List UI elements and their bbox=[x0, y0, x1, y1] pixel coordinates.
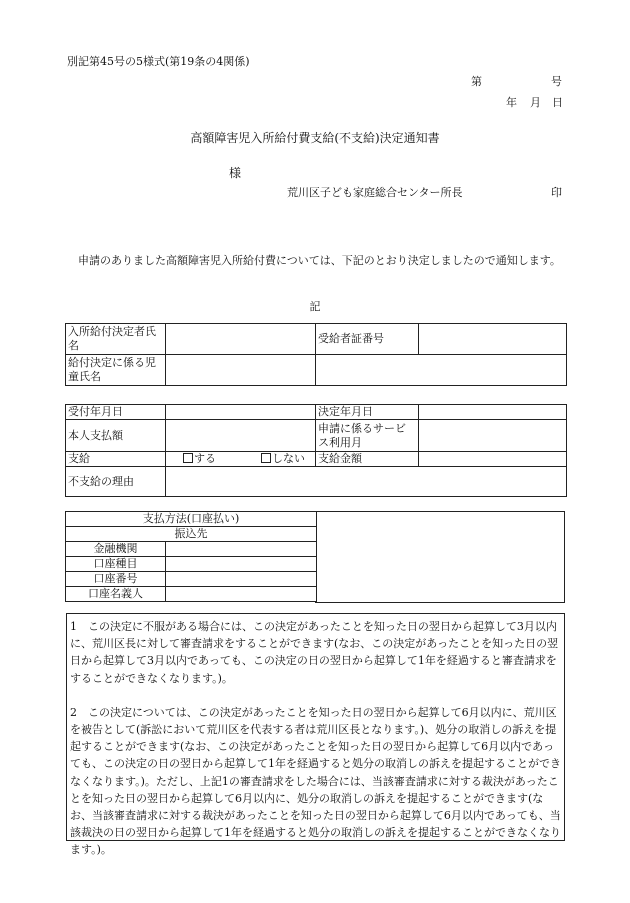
certificate-number-label: 受給者証番号 bbox=[316, 324, 419, 355]
transfer-destination-header: 振込先 bbox=[66, 527, 317, 542]
ki-heading: 記 bbox=[309, 300, 321, 313]
payment-label: 支給 bbox=[66, 452, 166, 467]
payment-method-table bbox=[65, 511, 317, 602]
self-pay-field[interactable] bbox=[166, 420, 316, 452]
document-number-suffix: 号 bbox=[551, 75, 562, 88]
payment-no-checkbox[interactable] bbox=[261, 453, 271, 463]
intro-paragraph: 申請のありました高額障害児入所給付費については、下記のとおり決定しましたので通知します。 bbox=[78, 254, 561, 267]
date-year-label: 年 bbox=[506, 96, 517, 109]
decision-table bbox=[65, 404, 567, 497]
account-number-field[interactable] bbox=[166, 572, 317, 587]
decision-date-field[interactable] bbox=[419, 405, 567, 420]
refusal-reason-field[interactable] bbox=[166, 467, 567, 497]
account-holder-label: 口座名義人 bbox=[66, 587, 166, 602]
issuer-name: 荒川区子ども家庭総合センター所長 bbox=[287, 186, 463, 199]
child-name-extra-field[interactable] bbox=[316, 355, 567, 386]
note-1: 1 この決定に不服がある場合には、この決定があったことを知った日の翌日から起算して3月以内に、荒川区長に対して審査請求をすることができます(なお、この決定があったことを知った日の翌日から起算して3月以内であっても、この決定の日の翌日から起算して1年を経過すると審査請求をすることができなくなります。)。 bbox=[70, 620, 559, 685]
form-reference: 別記第45号の5様式(第19条の4関係) bbox=[67, 55, 250, 68]
service-month-label: 申請に係るサービス利用月 bbox=[316, 420, 419, 452]
recipient-table bbox=[65, 323, 567, 386]
payment-method-header: 支払方法(口座払い) bbox=[66, 512, 317, 527]
notes-box bbox=[66, 613, 565, 857]
recipient-name-field[interactable] bbox=[166, 324, 316, 355]
payment-amount-label: 支給金額 bbox=[316, 452, 419, 467]
date-month-label: 月 bbox=[530, 96, 541, 109]
document-title: 高額障害児入所給付費支給(不支給)決定通知書 bbox=[190, 131, 440, 145]
account-number-label: 口座番号 bbox=[66, 572, 166, 587]
bank-label: 金融機関 bbox=[66, 542, 166, 557]
child-name-label: 給付決定に係る児童氏名 bbox=[66, 355, 166, 386]
note-2: 2 この決定については、この決定があったことを知った日の翌日から起算して6月以内に、荒川区を被告として(訴訟において荒川区を代表する者は荒川区長となります。)、処分の取消しの訴えを提起することができます(なお、この決定があったことを知った日の翌日から起算して6月以内であっても、この決定の日の翌日から起算して1年を経過すると処分の取消しの訴えを提起することができなくなります。)。ただし、上記1の審査請求をした場合には、当該審査請求に対する裁決があったことを知った日の翌日から起算して6月以内に、処分の取消しの訴えを提起することができます(なお、当該審査請求に対する裁決があったことを知った日の翌日から起算して6月以内であっても、当該裁決の日の翌日から起算して1年を経過すると処分の取消しの訴えを提起することができなくなります。)。 bbox=[70, 705, 561, 857]
bank-field[interactable] bbox=[166, 542, 317, 557]
account-holder-field[interactable] bbox=[166, 587, 317, 602]
payment-method-side-box bbox=[315, 511, 565, 603]
service-month-field[interactable] bbox=[419, 420, 567, 452]
recipient-name-label: 入所給付決定者氏名 bbox=[66, 324, 166, 355]
refusal-reason-label: 不支給の理由 bbox=[66, 467, 166, 497]
child-name-field[interactable] bbox=[166, 355, 316, 386]
payment-yes-checkbox[interactable] bbox=[183, 453, 193, 463]
self-pay-label: 本人支払額 bbox=[66, 420, 166, 452]
seal-mark: 印 bbox=[551, 186, 562, 199]
account-type-label: 口座種目 bbox=[66, 557, 166, 572]
account-type-field[interactable] bbox=[166, 557, 317, 572]
addressee-suffix: 様 bbox=[229, 166, 242, 180]
decision-date-label: 決定年月日 bbox=[316, 405, 419, 420]
payment-yes-label: する bbox=[194, 452, 216, 465]
payment-options bbox=[166, 452, 316, 467]
certificate-number-field[interactable] bbox=[419, 324, 567, 355]
date-day-label: 日 bbox=[552, 96, 563, 109]
payment-amount-field[interactable] bbox=[419, 452, 567, 467]
payment-no-label: しない bbox=[272, 452, 305, 465]
received-date-field[interactable] bbox=[166, 405, 316, 420]
received-date-label: 受付年月日 bbox=[66, 405, 166, 420]
document-number-prefix: 第 bbox=[471, 75, 482, 88]
